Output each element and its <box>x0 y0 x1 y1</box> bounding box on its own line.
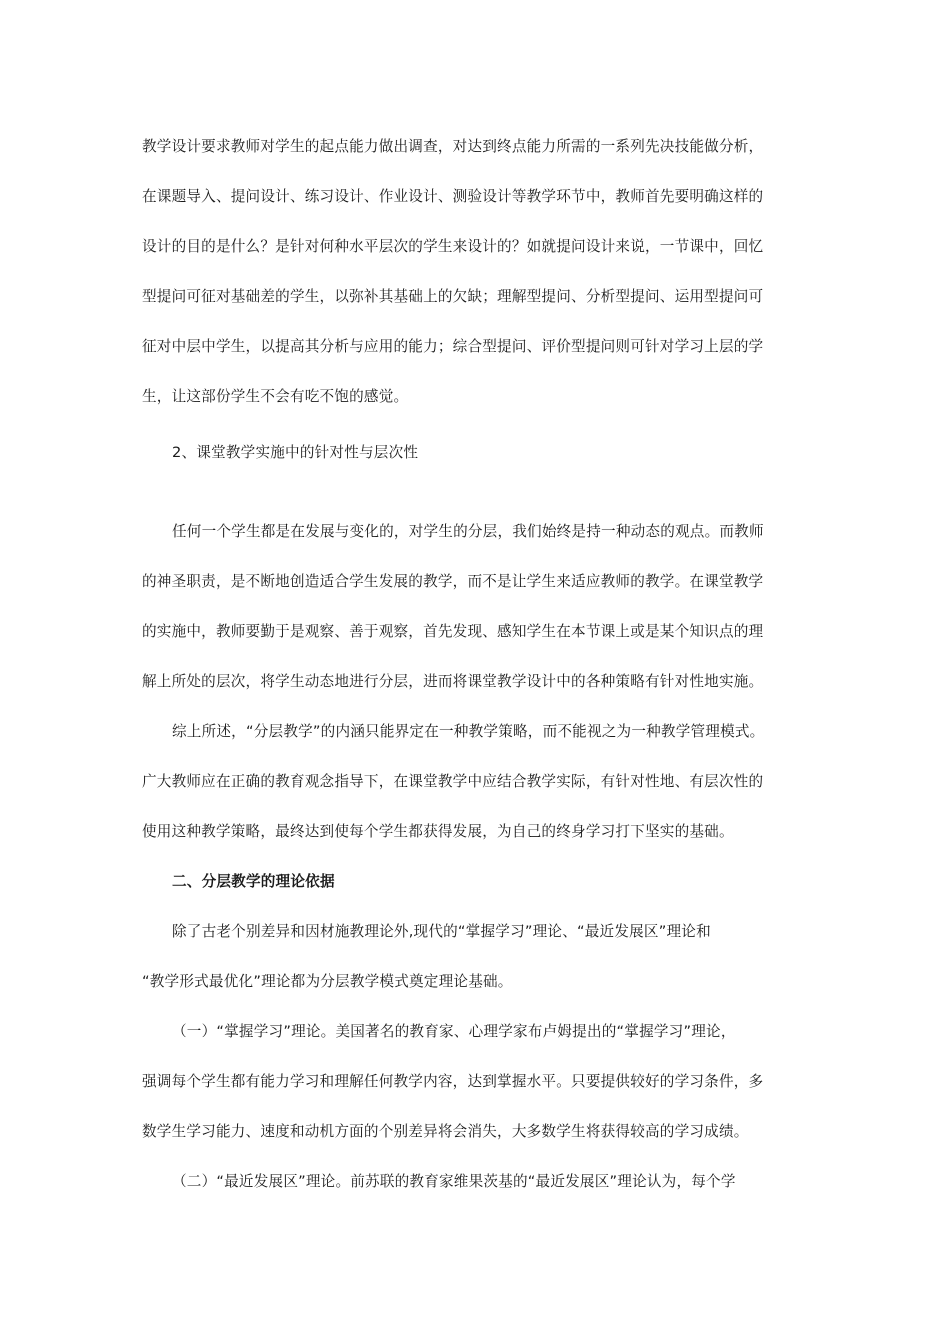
paragraph-line: 型提问可征对基础差的学生，以弥补其基础上的欠缺；理解型提问、分析型提问、运用型提问可 <box>142 288 764 305</box>
paragraph-line: 生，让这部份学生不会有吃不饱的感觉。 <box>142 388 409 405</box>
paragraph-line: 解上所处的层次，将学生动态地进行分层，进而将课堂教学设计中的各种策略有针对性地实施。 <box>142 673 764 690</box>
paragraph-line: 设计的目的是什么？是针对何种水平层次的学生来设计的？如就提问设计来说，一节课中，回忆 <box>142 238 764 255</box>
paragraph-line: 在课题导入、提问设计、练习设计、作业设计、测验设计等教学环节中，教师首先要明确这样的 <box>142 188 764 205</box>
paragraph-line: 使用这种教学策略，最终达到使每个学生都获得发展，为自己的终身学习打下坚实的基础。 <box>142 823 734 840</box>
paragraph-line: 的实施中，教师要勤于是观察、善于观察，首先发现、感知学生在本节课上或是某个知识点的理 <box>142 623 764 640</box>
section-heading: 二、分层教学的理论依据 <box>172 873 335 890</box>
paragraph-line: 数学生学习能力、速度和动机方面的个别差异将会消失，大多数学生将获得较高的学习成绩。 <box>142 1123 749 1140</box>
paragraph-line: 任何一个学生都是在发展与变化的，对学生的分层，我们始终是持一种动态的观点。而教师 <box>172 523 764 540</box>
paragraph-line: 综上所述，“分层教学”的内涵只能界定在一种教学策略，而不能视之为一种教学管理模式。 <box>172 723 765 740</box>
paragraph-line: 的神圣职责，是不断地创造适合学生发展的教学，而不是让学生来适应教师的教学。在课堂教学 <box>142 573 764 590</box>
paragraph-line: 教学设计要求教师对学生的起点能力做出调查，对达到终点能力所需的一系列先决技能做分析， <box>142 138 764 155</box>
paragraph-line: 除了古老个别差异和因材施教理论外,现代的“掌握学习”理论、“最近发展区”理论和 <box>172 923 711 940</box>
paragraph-line: 广大教师应在正确的教育观念指导下，在课堂教学中应结合教学实际，有针对性地、有层次性的 <box>142 773 764 790</box>
paragraph-line: （一）“掌握学习”理论。美国著名的教育家、心理学家布卢姆提出的“掌握学习”理论， <box>172 1023 736 1040</box>
paragraph-line: 强调每个学生都有能力学习和理解任何教学内容，达到掌握水平。只要提供较好的学习条件，多 <box>142 1073 764 1090</box>
section-subheading: 2、课堂教学实施中的针对性与层次性 <box>172 444 419 461</box>
paragraph-line: 征对中层中学生，以提高其分析与应用的能力；综合型提问、评价型提问则可针对学习上层的学 <box>142 338 764 355</box>
paragraph-line: “教学形式最优化”理论都为分层教学模式奠定理论基础。 <box>142 973 513 990</box>
paragraph-line: （二）“最近发展区”理论。前苏联的教育家维果茨基的“最近发展区”理论认为，每个学 <box>172 1173 736 1190</box>
